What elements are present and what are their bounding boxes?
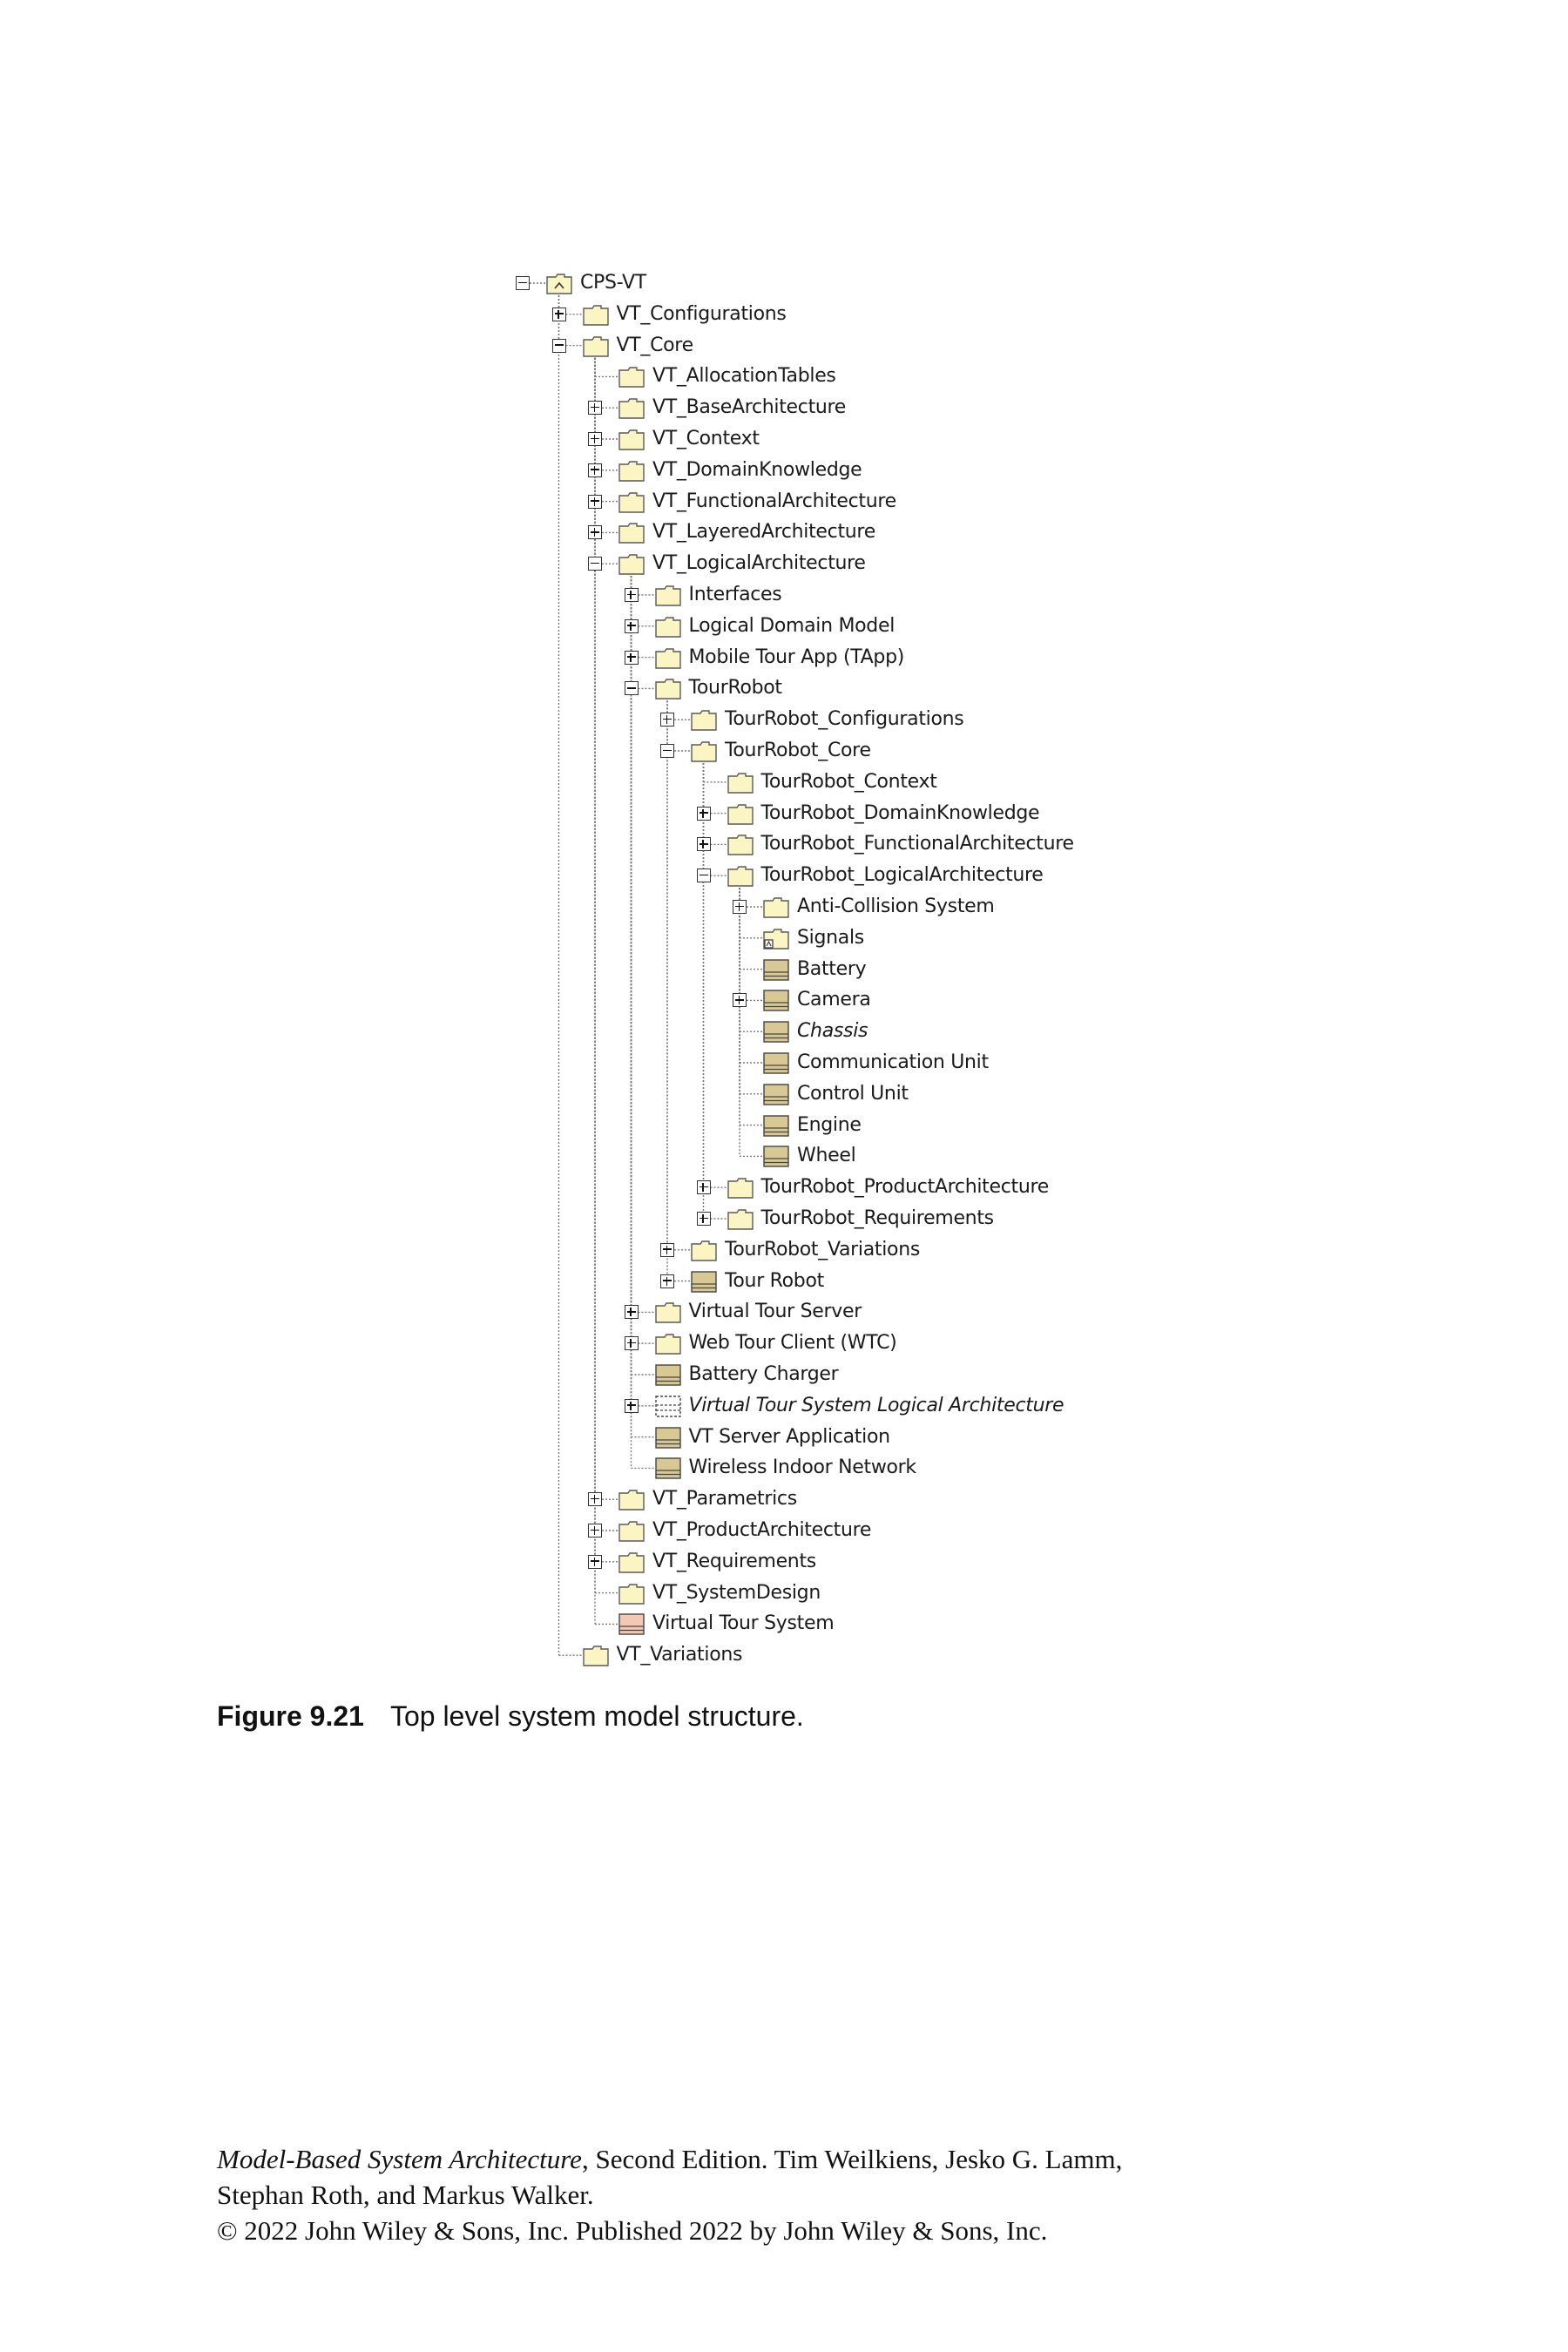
page-footer: [217, 2141, 1122, 2248]
tree-item-label: VT_FunctionalArchitecture: [652, 490, 896, 512]
collapse-toggle-icon[interactable]: [516, 276, 530, 290]
tree-item[interactable]: [586, 456, 1196, 485]
block-icon: [654, 1456, 682, 1480]
tree-item-label: VT Server Application: [688, 1425, 890, 1448]
tree-item[interactable]: [623, 643, 1233, 672]
tree-item[interactable]: [623, 1360, 1233, 1389]
tree-item[interactable]: [586, 517, 1196, 547]
expand-toggle-icon[interactable]: [625, 588, 639, 602]
folder-icon: [690, 707, 718, 732]
tree-item-label: Virtual Tour Server: [688, 1301, 862, 1323]
tree-item-label: TourRobot_Core: [725, 740, 871, 761]
folder-icon: [582, 302, 610, 327]
tree-item-label: Interfaces: [688, 584, 782, 605]
tree-item[interactable]: [586, 1609, 1196, 1639]
signal-folder-icon: [762, 926, 790, 950]
expand-toggle-icon[interactable]: [733, 900, 747, 914]
tree-item-label: Tour Robot: [725, 1269, 824, 1292]
expand-toggle-icon[interactable]: [660, 713, 674, 727]
folder-icon: [654, 614, 682, 639]
folder-icon: [582, 334, 610, 358]
folder-icon: [582, 1643, 610, 1667]
collapse-toggle-icon[interactable]: [660, 744, 674, 758]
tree-item-label: VT_BaseArchitecture: [652, 396, 847, 419]
tree-item-label: Virtual Tour System Logical Architecture: [688, 1394, 1064, 1416]
tree-item-label: VT_DomainKnowledge: [652, 458, 862, 481]
expand-toggle-icon[interactable]: [697, 807, 711, 821]
tree-item[interactable]: [623, 1453, 1233, 1483]
tree-item-label: Chassis: [797, 1020, 868, 1043]
tree-item[interactable]: [586, 1484, 1196, 1514]
tree-item[interactable]: [731, 1141, 1341, 1171]
tree-item[interactable]: [695, 1173, 1305, 1202]
block-icon: [762, 957, 790, 982]
tree-item[interactable]: [695, 767, 1305, 797]
folder-icon: [762, 895, 790, 919]
tree-item[interactable]: [551, 331, 1160, 361]
tree-item-label: Camera: [797, 989, 871, 1011]
folder-icon: [618, 395, 645, 420]
tree-item[interactable]: [551, 300, 1160, 329]
expand-toggle-icon[interactable]: [697, 1180, 711, 1194]
figure-caption: [217, 1700, 804, 1733]
tree-item-label: Wireless Indoor Network: [688, 1456, 916, 1479]
tree-item[interactable]: [623, 580, 1233, 610]
tree-item-label: Battery Charger: [688, 1363, 839, 1385]
expand-toggle-icon[interactable]: [660, 1243, 674, 1257]
block-icon: [762, 1019, 790, 1044]
folder-icon: [618, 490, 645, 514]
tree-item-label: TourRobot_Requirements: [760, 1207, 994, 1229]
tree-item[interactable]: [731, 1111, 1341, 1140]
tree-item[interactable]: [623, 1391, 1233, 1421]
tree-item-label: VT_LayeredArchitecture: [652, 521, 875, 544]
tree-item[interactable]: [586, 1578, 1196, 1608]
tree-item[interactable]: [623, 673, 1233, 703]
folder-icon: [618, 1487, 645, 1511]
tree-item[interactable]: [586, 487, 1196, 517]
figure-caption-text: Top level system model structure.: [389, 1700, 804, 1732]
expand-toggle-icon[interactable]: [588, 1492, 602, 1506]
tree-item-label: Anti-Collision System: [797, 896, 995, 917]
expand-toggle-icon[interactable]: [588, 1524, 602, 1538]
expand-toggle-icon[interactable]: [660, 1274, 674, 1288]
tree-item[interactable]: [731, 1017, 1341, 1046]
tree-item-label: Control Unit: [797, 1082, 909, 1105]
tree-item[interactable]: [586, 362, 1196, 391]
tree-item-label: TourRobot: [688, 677, 782, 700]
folder-icon: [727, 863, 754, 888]
folder-icon: [618, 551, 645, 576]
expand-toggle-icon[interactable]: [625, 651, 639, 665]
folder-icon: [654, 1331, 682, 1355]
tree-item[interactable]: [586, 393, 1196, 422]
tree-item-label: Logical Domain Model: [688, 614, 896, 637]
block-icon: [654, 1362, 682, 1387]
expand-toggle-icon[interactable]: [588, 401, 602, 415]
expand-toggle-icon[interactable]: [733, 993, 747, 1007]
block-icon: [762, 1113, 790, 1138]
tree-item-label: VT_AllocationTables: [652, 365, 836, 388]
tree-item[interactable]: [731, 1048, 1341, 1078]
tree-item[interactable]: [695, 829, 1305, 859]
tree-item-label: Battery: [797, 957, 867, 980]
folder-icon: [618, 1581, 645, 1605]
tree-item[interactable]: [586, 1547, 1196, 1577]
footer-copyright: © 2022 John Wiley & Sons, Inc. Published 2022 by John Wiley & Sons, Inc.: [217, 2215, 1048, 2246]
expand-toggle-icon[interactable]: [697, 1212, 711, 1226]
folder-icon: [654, 676, 682, 700]
folder-icon: [618, 364, 645, 389]
tree-item[interactable]: [514, 268, 1124, 298]
tree-item-label: VT_ProductArchitecture: [652, 1519, 872, 1541]
tree-item-label: Wheel: [797, 1145, 856, 1167]
tree-item-label: TourRobot_FunctionalArchitecture: [760, 833, 1074, 855]
folder-icon: [654, 645, 682, 670]
tree-item-label: Communication Unit: [797, 1051, 989, 1073]
tree-item-label: Engine: [797, 1113, 862, 1136]
folder-icon: [727, 770, 754, 794]
expand-toggle-icon[interactable]: [588, 525, 602, 539]
tree-item-label: TourRobot_Configurations: [725, 708, 964, 731]
tree-item[interactable]: [551, 1640, 1160, 1670]
figure-number: Figure 9.21: [217, 1700, 364, 1732]
tree-item[interactable]: [659, 736, 1268, 766]
tree-item[interactable]: [623, 1297, 1233, 1327]
dashed-block-icon: [654, 1394, 682, 1418]
tree-item[interactable]: [659, 705, 1268, 734]
block-icon: [762, 1082, 790, 1106]
expand-toggle-icon[interactable]: [552, 308, 566, 321]
tree-item-label: VT_Variations: [616, 1644, 743, 1666]
tree-item-label: Web Tour Client (WTC): [688, 1332, 897, 1355]
folder-icon: [618, 1550, 645, 1574]
tree-item[interactable]: [695, 1204, 1305, 1233]
expand-toggle-icon[interactable]: [697, 837, 711, 851]
expand-toggle-icon[interactable]: [588, 432, 602, 446]
expand-toggle-icon[interactable]: [625, 1336, 639, 1350]
tree-item[interactable]: [623, 612, 1233, 641]
folder-icon: [618, 520, 645, 544]
tree-item[interactable]: [695, 861, 1305, 890]
folder-icon: [690, 1238, 718, 1262]
block-icon: [762, 1144, 790, 1168]
tree-item[interactable]: [731, 923, 1341, 953]
tree-item-label: TourRobot_Variations: [725, 1238, 921, 1260]
system-block-icon: [618, 1612, 645, 1636]
expand-toggle-icon[interactable]: [588, 1555, 602, 1569]
tree-item-label: VT_Context: [652, 428, 760, 449]
block-icon: [654, 1425, 682, 1450]
footer-line-2: Stephan Roth, and Markus Walker.: [217, 2180, 594, 2210]
folder-icon: [618, 427, 645, 451]
expand-toggle-icon[interactable]: [625, 619, 639, 633]
folder-icon: [690, 739, 718, 763]
tree-item-label: VT_LogicalArchitecture: [652, 552, 866, 575]
folder-icon: [618, 1518, 645, 1543]
tree-item-label: Virtual Tour System: [652, 1612, 835, 1635]
tree-item[interactable]: [731, 985, 1341, 1015]
folder-icon: [727, 832, 754, 856]
folder-icon: [727, 1175, 754, 1200]
tree-item[interactable]: [731, 955, 1341, 984]
footer-line-1: [217, 2141, 1122, 2177]
block-icon: [762, 1051, 790, 1075]
collapse-toggle-icon[interactable]: [552, 339, 566, 353]
block-icon: [762, 988, 790, 1012]
folder-icon: [618, 458, 645, 483]
model-icon: [545, 271, 573, 295]
tree-item-label: TourRobot_ProductArchitecture: [760, 1176, 1049, 1199]
tree-item[interactable]: [586, 424, 1196, 454]
tree-item[interactable]: [586, 549, 1196, 578]
folder-icon: [727, 1206, 754, 1231]
folder-icon: [727, 801, 754, 826]
tree-item-label: Mobile Tour App (TApp): [688, 645, 905, 668]
tree-item-label: CPS-VT: [580, 272, 646, 294]
collapse-toggle-icon[interactable]: [697, 868, 711, 882]
tree-item-label: TourRobot_Context: [760, 770, 937, 793]
tree-item-label: Signals: [797, 926, 864, 949]
tree-item[interactable]: [695, 799, 1305, 828]
tree-item[interactable]: [659, 1267, 1268, 1296]
expand-toggle-icon[interactable]: [625, 1399, 639, 1413]
expand-toggle-icon[interactable]: [588, 463, 602, 477]
collapse-toggle-icon[interactable]: [588, 557, 602, 571]
tree-item-label: VT_Core: [616, 334, 693, 356]
tree-item[interactable]: [659, 1235, 1268, 1265]
expand-toggle-icon[interactable]: [588, 495, 602, 509]
tree-item-label: TourRobot_DomainKnowledge: [760, 801, 1040, 824]
tree-item[interactable]: [623, 1328, 1233, 1358]
block-icon: [690, 1269, 718, 1294]
tree-item-label: TourRobot_LogicalArchitecture: [760, 864, 1044, 887]
tree-item-label: VT_Requirements: [652, 1550, 816, 1572]
tree-item-label: VT_Configurations: [616, 302, 787, 325]
collapse-toggle-icon[interactable]: [625, 681, 639, 695]
tree-item-label: VT_Parametrics: [652, 1488, 797, 1511]
tree-item[interactable]: [623, 1423, 1233, 1452]
folder-icon: [654, 1300, 682, 1324]
expand-toggle-icon[interactable]: [625, 1305, 639, 1319]
tree-item[interactable]: [731, 892, 1341, 922]
folder-icon: [654, 583, 682, 607]
tree-item[interactable]: [731, 1079, 1341, 1109]
tree-item[interactable]: [586, 1516, 1196, 1545]
footer-authors-part1: , Second Edition. Tim Weilkiens, Jesko G. Lamm,: [581, 2144, 1123, 2174]
tree-item-label: VT_SystemDesign: [652, 1581, 821, 1604]
book-title: Model-Based System Architecture: [217, 2144, 582, 2174]
